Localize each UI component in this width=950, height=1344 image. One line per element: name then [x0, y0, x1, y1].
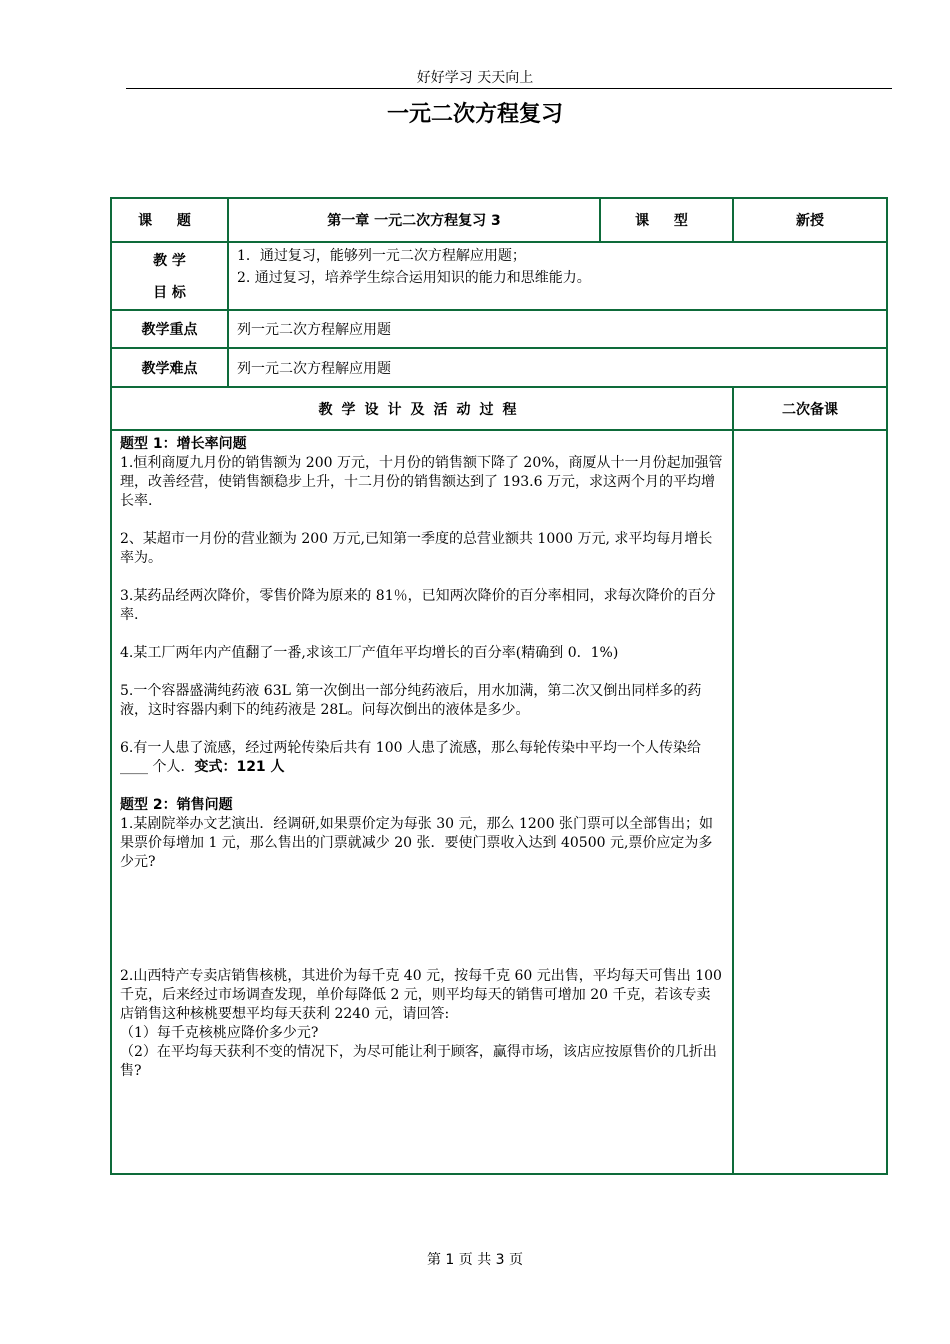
activity-content	[111, 430, 733, 1174]
type-value: 新授	[733, 198, 887, 242]
s1-question-6	[120, 739, 724, 777]
topic-row	[111, 198, 887, 242]
s1-question-2: 2、某超市一月份的营业额为 200 万元,已知第一季度的总营业额共 1000 万元, 求平均每月增长率为。	[120, 531, 713, 566]
s1-question-5: 5.一个容器盛满纯药液 63L 第一次倒出一部分纯药液后，用水加满，第二次又倒出同样多的药液，这时容器内剩下的纯药液是 28L。问每次倒出的液体是多少。	[120, 683, 702, 718]
s2-question-2a: （1）每千克核桃应降价多少元?	[120, 1025, 319, 1041]
secondary-prep-header: 二次备课	[733, 387, 887, 430]
section-2-heading: 题型 2：销售问题	[120, 797, 233, 813]
document-title: 一元二次方程复习	[386, 102, 563, 127]
difficulty-label: 教学难点	[111, 348, 228, 387]
goal-item-1: 1．通过复习，能够列一元二次方程解应用题；	[237, 248, 526, 264]
design-header-row	[111, 387, 887, 430]
key-point-row	[111, 310, 887, 348]
secondary-prep-notes	[733, 430, 887, 1174]
header-divider	[126, 88, 892, 89]
s1-question-6-text: 6.有一人患了流感，经过两轮传染后共有 100 人患了流感，那么每轮传染中平均一个人传染给____ 个人．	[120, 740, 701, 775]
difficulty-value: 列一元二次方程解应用题	[228, 348, 887, 387]
design-header: 教学设计及活动过程	[111, 387, 733, 430]
goals-label	[111, 242, 228, 310]
page-header-motto: 好好学习 天天向上	[416, 70, 534, 86]
page-footer: 第 1 页 共 3 页	[426, 1252, 524, 1268]
goals-value	[228, 242, 887, 310]
s1-question-4: 4.某工厂两年内产值翻了一番,求该工厂产值年平均增长的百分率(精确到 0．1%)	[120, 645, 619, 661]
goals-label-line-1: 教 学	[153, 253, 186, 269]
goals-row	[111, 242, 887, 310]
topic-label: 课 题	[111, 198, 228, 242]
s2-question-2: 2.山西特产专卖店销售核桃，其进价为每千克 40 元，按每千克 60 元出售，平均每天可售出 100 千克，后来经过市场调查发现，单价每降低 2 元，则平均每天的销售可增加 20 千克，若该专卖店销售这种核桃要想平均每天获利 2240 元，请回答:	[120, 968, 722, 1022]
content-row	[111, 430, 887, 1174]
goal-item-2: 2. 通过复习，培养学生综合运用知识的能力和思维能力。	[237, 270, 591, 286]
key-point-value: 列一元二次方程解应用题	[228, 310, 887, 348]
section-1-heading: 题型 1：增长率问题	[120, 436, 247, 452]
s2-question-1: 1.某剧院举办文艺演出．经调研,如果票价定为每张 30 元，那么 1200 张门票可以全部售出；如果票价每增加 1 元，那么售出的门票就减少 20 张．要使门票收入达到 40500 元,票价应定为多少元?	[120, 816, 714, 870]
key-point-label: 教学重点	[111, 310, 228, 348]
difficulty-row	[111, 348, 887, 387]
type-label: 课 型	[600, 198, 733, 242]
goals-label-line-2: 目 标	[153, 285, 186, 301]
lesson-plan-table	[110, 197, 888, 1175]
s1-question-3: 3.某药品经两次降价，零售价降为原来的 81％，已知两次降价的百分率相同，求每次降价的百分率.	[120, 588, 716, 623]
s1-question-6-variant: 变式：121 人	[194, 759, 285, 775]
s1-question-1: 1.恒利商厦九月份的销售额为 200 万元，十月份的销售额下降了 20%，商厦从十一月份起加强管理，改善经营，使销售额稳步上升，十二月份的销售额达到了 193.6 万元，求这两个月的平均增长率.	[120, 455, 723, 509]
s2-question-2b: （2）在平均每天获利不变的情况下，为尽可能让利于顾客，赢得市场，该店应按原售价的几折出售?	[120, 1044, 717, 1079]
topic-value: 第一章 一元二次方程复习 3	[228, 198, 600, 242]
